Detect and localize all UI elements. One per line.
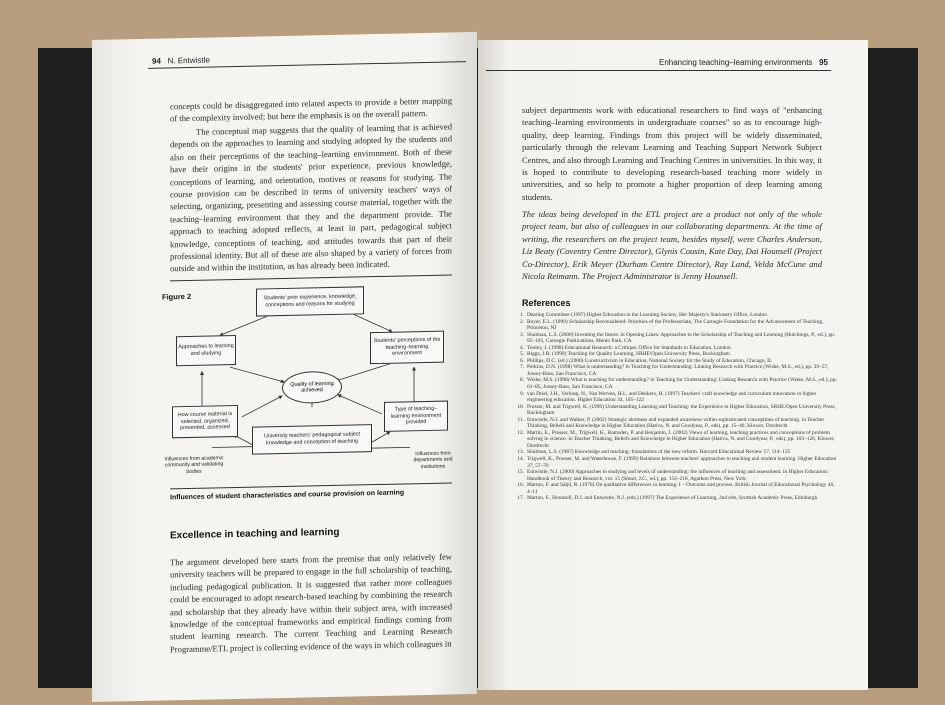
reference-text: Biggs, J.B. (1999) Teaching for Quality Learning, SRHE/Open University Press, Buckingham: [527, 351, 730, 358]
reference-item: [510, 332, 840, 345]
reference-text: Boyer, E.L. (1990) Scholarship Reconsidered: Priorities of the Professoriate, The Carnegie Foundation for the Advancement of Teaching, Princeton, NJ: [527, 318, 824, 332]
reference-number: 11.: [517, 416, 524, 423]
reference-text: Marton, F., Hounsell, D.J. and Entwistle, N.J. (eds.) (1997) The Experience of Learning, 2nd edn, Scottish Academic Press, Edinburgh: [527, 495, 818, 502]
reference-item: [510, 456, 840, 469]
reference-number: 4.: [519, 344, 524, 351]
ellipse-quality-learning: Quality of learning achieved: [282, 371, 342, 404]
references-list: [510, 312, 840, 502]
reference-item: [510, 417, 840, 430]
reference-number: 10.: [517, 403, 524, 410]
reference-number: 5.: [519, 351, 524, 358]
box-teaching-environment: Type of teaching–learning environment provided: [384, 401, 448, 432]
box-approaches: Approaches to learning and studying: [176, 335, 236, 366]
reference-text: Phillips, D.C. (ed.) (2000) Constructivism in Education, National Society for the Study of Education, Chicago, IL: [527, 357, 773, 364]
reference-text: Martin, E., Prosser, M., Trigwell, K., Ramsden, P. and Benjamin, J. (2002) Views of learning, teaching practices and conceptions of problem solving in science. in Teacher Thinking, Beliefs and Knowledge in Higher Education (Hativa, N. and Goodyear, P., eds), pp. 103–126, Kluwer, Dordrecht: [527, 429, 835, 449]
reference-item: [510, 377, 840, 390]
reference-item: [510, 495, 840, 502]
reference-number: 13.: [517, 449, 524, 456]
reference-text: Tooley, J. (1998) Educational Research: a Critique, Office for Standards in Education, London: [527, 344, 731, 351]
reference-number: 9.: [519, 390, 524, 397]
right-running-title: Enhancing teaching–learning environments: [658, 58, 813, 67]
reference-item: [510, 319, 840, 332]
reference-item: [510, 430, 840, 450]
right-page: [478, 40, 868, 690]
reference-item: [510, 364, 840, 377]
reference-number: 6.: [519, 357, 524, 364]
label-department-influences: Influences from departments and institutions: [413, 450, 453, 470]
reference-item: [510, 482, 840, 495]
reference-text: Shulman, L.S. (2000) Inventing the future. in Opening Lines: Approaches to the Scholarship of Teaching and Learning (Hutchings, P., ed.), pp. 95–105, Carnegie Publications, Menlo Park, CA: [527, 331, 836, 345]
right-paragraph-1: subject departments work with educational researchers to find ways of "enhancing teaching–learning environments in undergraduate courses" so as to encourage high-quality, deep learning. Findings from this project will be widely disseminated, particularly through the relevant Learning and Teaching Support Network Subject Centres, and also through Learning and Teaching Centres in universities. In this way, it is hoped to contribute to developing research-based teaching more widely in universities, and so help to promote a higher proportion of deep learning among students.: [522, 105, 822, 202]
left-page-number: 94: [152, 56, 161, 66]
reference-number: 17.: [517, 495, 524, 502]
reference-text: Marton, F. and Säljö, R. (1976) On qualitative differences in learning. I – Outcome and process. British Journal of Educational Psychology 46, 4–11: [527, 482, 835, 495]
reference-number: 8.: [519, 377, 524, 384]
reference-text: Entwistle, N.J. and Walker, P. (2002) Strategic alertness and expanded awareness within sophisticated conceptions of teaching. in Teacher Thinking, Beliefs and Knowledge in Higher Education (Hativa, N. and Goodyear, P., eds), pp. 15–40, Kluwer, Dordrecht: [527, 416, 825, 430]
reference-item: [510, 469, 840, 482]
reference-number: 14.: [517, 456, 524, 463]
reference-text: van Driel, J.H., Verloop, N., Van Werven, H.I., and Dekkers, H. (1997) Teachers' craft knowledge and curriculum innovation in higher engineering education. Higher Education 34, 105–122: [527, 390, 817, 404]
right-head-rule: [486, 70, 831, 71]
reference-number: 3.: [519, 331, 524, 338]
left-paragraph-1: concepts could be disaggregated into related aspects to provide a better mapping of the complexity involved; but here the emphasis is on the overall pattern.: [170, 95, 452, 124]
section-heading: Excellence in teaching and learning: [170, 526, 340, 542]
right-running-head: [659, 58, 828, 67]
left-page: [92, 32, 477, 702]
reference-item: [510, 391, 840, 404]
figure-label: Figure 2: [162, 291, 192, 302]
reference-text: Prosser, M. and Trigwell, K. (1999) Understanding Learning and Teaching: the Experience in Higher Education, SRHE/Open University Press, Buckingham: [527, 403, 836, 417]
reference-text: Dearing Committee (1997) Higher Education in the Learning Society, Her Majesty's Stationery Office, London: [527, 312, 767, 318]
reference-number: 2.: [519, 318, 524, 325]
reference-number: 1.: [519, 312, 524, 318]
reference-text: Trigwell, K., Prosser, M. and Waterhouse, F. (1999) Relations between teachers' approaches to teaching and student learning. Higher Education 37, 57–70: [527, 456, 837, 469]
left-running-author: N. Entwistle: [167, 55, 210, 66]
label-academic-influences: Influences from academic community and validating bodies: [164, 455, 224, 475]
box-course-material: How course material is selected, organized, presented, assessed: [172, 405, 238, 438]
reference-number: 7.: [519, 364, 524, 371]
reference-text: Entwistle, N.J. (2000) Approaches to studying and levels of understanding: the influences of teaching and assessment. in Higher Education: Handbook of Theory and Research, vol. 15 (Smart, J.C., ed.), pp. 156–218, Agathon Press, New York: [527, 469, 829, 482]
reference-number: 16.: [517, 482, 524, 489]
box-university-teachers: University teachers' pedagogical subject knowledge and conception of teaching: [252, 424, 372, 455]
reference-item: [510, 404, 840, 417]
right-paragraph-2: The ideas being developed in the ETL project are a product not only of the whole project team, but also of colleagues in our collaborating departments. At the time of writing, the researchers on the project team, besides myself, were Charles Anderson, Liz Beaty (Coventry Centre Director), Glynis Cousin, Kate Day, Dai Hounsell (Project Co-Director), Erik Meyer (Durham Centre Director), Ray Land, Velda McCune and Nicola Reimann. The Project Administrator is Jenny Hounsell.: [522, 209, 822, 282]
reference-number: 12.: [517, 429, 524, 436]
reference-text: Shulman, L.S. (1987) Knowledge and teaching: foundations of the new reform. Harvard Educational Review 57, 114–135: [527, 449, 791, 456]
right-page-number: 95: [819, 58, 828, 67]
figure-caption: Influences of student characteristics and course provision on learning: [170, 489, 405, 502]
references-heading: References: [522, 298, 571, 308]
left-paragraph-3: The argument developed here starts from the premise that only relatively few university teachers will be prepared to engage in the full scholarship of teaching, including pedagogical publication. It is suggested that rather more colleagues could be encouraged to adopt research-based teaching by combining the research and scholarship that they already have within their subject area, with increased knowledge of the conceptual frameworks and empirical findings coming from student learning research. The current Teaching and Learning Research Programme/ETL project is collecting evidence of the ways in which colleagues in: [170, 551, 452, 655]
left-paragraph-2: The conceptual map suggests that the quality of learning that is achieved depends on the approaches to learning and studying adopted by the students and also on their perceptions of the teaching–learning environment. Both of these have their origins in the students' prior experience, previous knowledge, conceptions of learning, and orientation, motives or reasons for studying. The course provision can be described in terms of university teachers' ways of selecting, organizing, presenting and assessing course material, together with the teaching–learning environment that they and the department provide. The approach to teaching adopted reflects, at least in part, pedagogical subject knowledge, conceptions of teaching, and attitudes towards that part of their professional identity. But all of these are also shaped by a variety of forces from outside and within the institution, as has already been indicated.: [170, 121, 452, 274]
reference-number: 15.: [517, 469, 524, 476]
reference-text: Wiske, M.S. (1998) What is teaching for understanding? in Teaching for Understanding: Linking Research with Practice (Wiske, M.S., ed.), pp. 61–85, Jossey-Bass, San Francisco, CA: [527, 377, 837, 391]
box-prior-experience: Students' prior experience, knowledge, conceptions and reasons for studying: [256, 286, 364, 316]
reference-text: Perkins, D.N. (1998) What is understanding? in Teaching for Understanding: Linking Research with Practice (Wiske, M.S., ed.), pp. 39–57, Jossey-Bass, San Francisco, CA: [527, 364, 829, 377]
box-perceptions: Students' perceptions of the teaching–learning environment: [370, 331, 444, 365]
